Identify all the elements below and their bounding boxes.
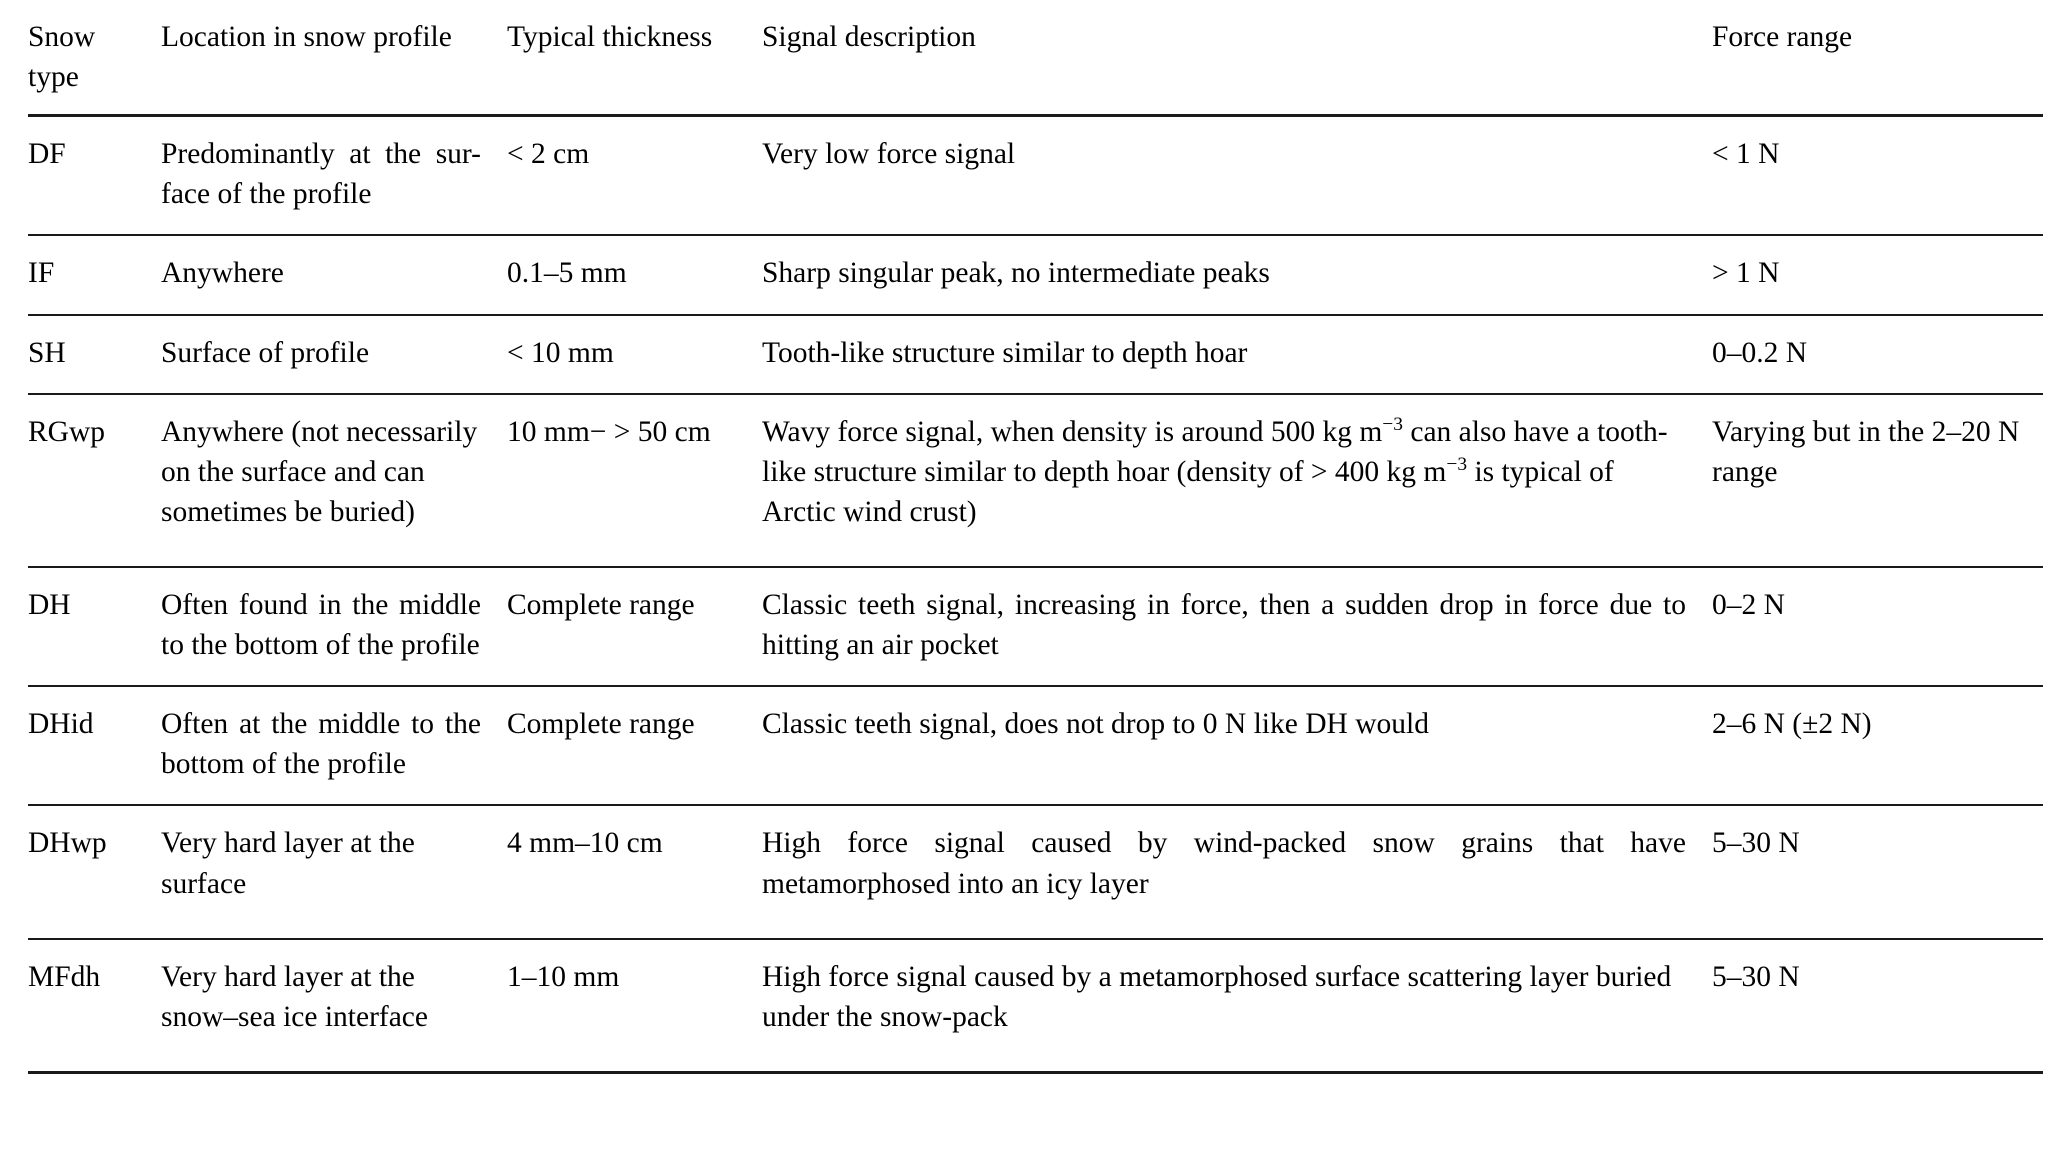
cell-force-range: 0–0.2 N [1712, 315, 2043, 394]
cell-signal-description: High force signal caused by wind-packed snow grains that have metamorphosed into an icy layer [762, 805, 1712, 938]
column-header-signal-description: Signal description [762, 0, 1712, 116]
table-row [28, 116, 2043, 236]
cell-location: Anywhere [161, 235, 507, 314]
cell-snow-type: DH [28, 567, 161, 686]
table-row [28, 939, 2043, 1073]
cell-force-range: > 1 N [1712, 235, 2043, 314]
cell-snow-type: DHwp [28, 805, 161, 938]
cell-signal-description [762, 394, 1712, 567]
cell-thickness: Complete range [507, 686, 762, 805]
cell-location: Very hard layer at the surface [161, 805, 507, 938]
table-header [28, 0, 2043, 116]
cell-signal-description: Sharp singular peak, no intermediate peaks [762, 235, 1712, 314]
superscript-exponent-1: −3 [1382, 413, 1403, 435]
superscript-exponent-2: −3 [1446, 453, 1468, 475]
cell-location: Surface of profile [161, 315, 507, 394]
column-header-snow-type-line1: Snow [28, 21, 96, 53]
cell-thickness: < 2 cm [507, 116, 762, 236]
cell-snow-type: MFdh [28, 939, 161, 1073]
cell-force-range: 5–30 N [1712, 939, 2043, 1073]
cell-snow-type: DF [28, 116, 161, 236]
cell-thickness: 10 mm− > 50 cm [507, 394, 762, 567]
cell-location: Often at the middle to the bottom of the profile [161, 686, 507, 805]
cell-force-range: 0–2 N [1712, 567, 2043, 686]
cell-location: Very hard layer at the snow–sea ice interface [161, 939, 507, 1073]
cell-force-range: < 1 N [1712, 116, 2043, 236]
table-row [28, 315, 2043, 394]
column-header-snow-type-line2: type [28, 61, 79, 94]
cell-signal-description: Classic teeth signal, increasing in force, then a sudden drop in force due to hitting an air pocket [762, 567, 1712, 686]
signal-text-part-3: is typical of Arctic wind crust) [762, 455, 1614, 528]
cell-thickness: 1–10 mm [507, 939, 762, 1073]
cell-thickness: < 10 mm [507, 315, 762, 394]
cell-snow-type: IF [28, 235, 161, 314]
column-header-force-range: Force range [1712, 0, 2043, 116]
cell-snow-type: RGwp [28, 394, 161, 567]
cell-thickness: 0.1–5 mm [507, 235, 762, 314]
cell-thickness: Complete range [507, 567, 762, 686]
cell-signal-description: Very low force signal [762, 116, 1712, 236]
cell-signal-description: High force signal caused by a metamorphosed surface scattering layer buried under the snow-pack [762, 939, 1712, 1073]
cell-force-range: 2–6 N (±2 N) [1712, 686, 2043, 805]
cell-force-range: Varying but in the 2–20 N range [1712, 394, 2043, 567]
cell-signal-description: Classic teeth signal, does not drop to 0 N like DH would [762, 686, 1712, 805]
column-header-location: Location in snow profile [161, 0, 507, 116]
table-row [28, 235, 2043, 314]
cell-location: Often found in the middle to the bottom of the profile [161, 567, 507, 686]
cell-snow-type: DHid [28, 686, 161, 805]
table-row [28, 805, 2043, 938]
table-row [28, 567, 2043, 686]
cell-signal-description: Tooth-like structure similar to depth hoar [762, 315, 1712, 394]
signal-text-part-2: can also have a tooth-like structure similar to depth hoar (density of > 400 kg m [762, 415, 1668, 488]
cell-snow-type: SH [28, 315, 161, 394]
column-header-snow-type [28, 0, 161, 116]
cell-thickness: 4 mm–10 cm [507, 805, 762, 938]
signal-text-part-1: Wavy force signal, when density is around 500 kg m [762, 415, 1383, 448]
header-row [28, 0, 2043, 116]
cell-force-range: 5–30 N [1712, 805, 2043, 938]
table-row [28, 394, 2043, 567]
table-row [28, 686, 2043, 805]
table-body [28, 116, 2043, 1073]
cell-location: Anywhere (not necessarily on the surface and can sometimes be buried) [161, 394, 507, 567]
column-header-thickness: Typical thickness [507, 0, 762, 116]
snow-type-signal-table [28, 0, 2043, 1074]
cell-location: Predominantly at the sur-face of the profile [161, 116, 507, 236]
